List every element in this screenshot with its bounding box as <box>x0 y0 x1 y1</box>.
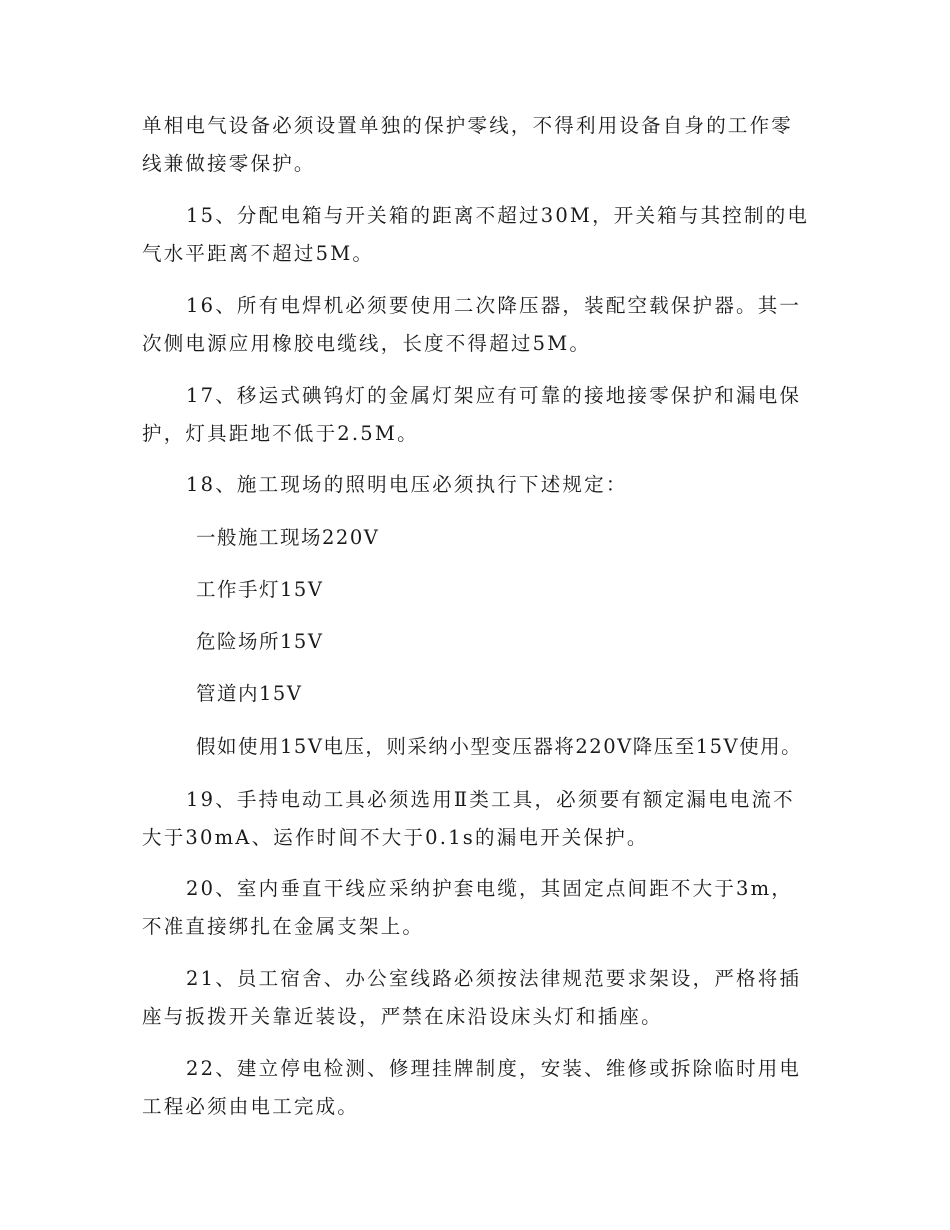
paragraph-item-18: 18、施工现场的照明电压必须执行下述规定： <box>186 473 628 496</box>
paragraph-item-19: 19、手持电动工具必须选用Ⅱ类工具，必须要有额定漏电电流不大于30mA、运作时间不大于0.1s的漏电开关保护。 <box>142 788 795 849</box>
voltage-rule-pipeline: 管道内15V <box>196 682 303 705</box>
paragraph-item-17: 17、移运式碘钨灯的金属灯架应有可靠的接地接零保护和漏电保护，灯具距地不低于2.5M。 <box>142 384 802 445</box>
voltage-rule-hazardous-area: 危险场所15V <box>196 630 324 653</box>
paragraph-item-20: 20、室内垂直干线应采纳护套电缆，其固定点间距不大于3m，不准直接绑扎在金属支架上。 <box>142 877 794 938</box>
paragraph-item-15: 15、分配电箱与开关箱的距离不超过30M，开关箱与其控制的电气水平距离不超过5M。 <box>142 204 810 265</box>
voltage-rule-general-site: 一般施工现场220V <box>196 526 380 549</box>
paragraph-item-16: 16、所有电焊机必须要使用二次降压器，装配空载保护器。其一次侧电源应用橡胶电缆线，长度不得超过5M。 <box>142 294 802 355</box>
voltage-rule-transformer: 假如使用15V电压，则采纳小型变压器将220V降压至15V使用。 <box>196 735 803 758</box>
paragraph-item-21: 21、员工宿舍、办公室线路必须按法律规范要求架设，严格将插座与扳拨开关靠近装设，严禁在床沿设床头灯和插座。 <box>142 967 802 1028</box>
voltage-rule-hand-lamp: 工作手灯15V <box>196 578 324 601</box>
paragraph-grounding-rule: 单相电气设备必须设置单独的保护零线，不得利用设备自身的工作零线兼做接零保护。 <box>142 114 794 175</box>
paragraph-item-22: 22、建立停电检测、修理挂牌制度，安装、维修或拆除临时用电工程必须由电工完成。 <box>142 1057 802 1118</box>
